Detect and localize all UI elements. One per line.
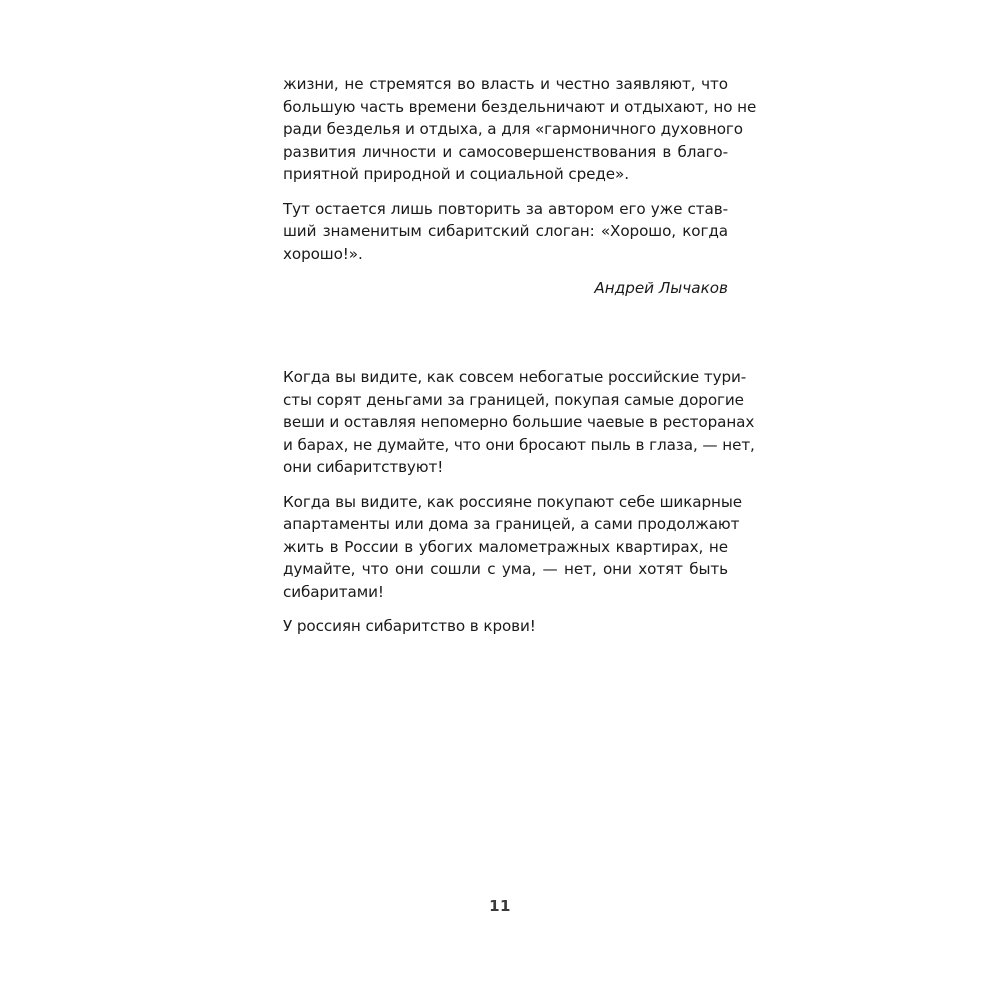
text-line: Тут остается лишь повторить за автором его уже став- — [283, 199, 728, 218]
paragraph — [283, 198, 728, 266]
text-line: приятной природной и социальной среде». — [283, 165, 629, 183]
text-line: хорошо!». — [283, 244, 363, 263]
text-line: сибаритами! — [283, 582, 384, 601]
text-line: Когда вы видите, как совсем небогатые российские тури- — [283, 368, 747, 386]
text-line: сты сорят деньгами за границей, покупая самые дорогие — [283, 390, 744, 409]
text-line: они сибаритствуют! — [283, 458, 444, 476]
paragraph — [283, 491, 742, 604]
text-line: думайте, что они сошли с ума, — нет, они хотят быть — [283, 560, 728, 578]
text-line: апартаменты или дома за границей, а сами продолжают — [283, 515, 740, 533]
text-line: веши и оставляя непомерно большие чаевые в ресторанах — [283, 413, 755, 431]
paragraph — [283, 73, 757, 186]
page-number: 11 — [489, 897, 511, 915]
text-line: и барах, не думайте, что они бросают пыль в глаза, — нет, — [283, 435, 755, 454]
text-line: У россиян сибаритство в крови! — [283, 617, 536, 635]
text-line: Когда вы видите, как россияне покупают себе шикарные — [283, 492, 742, 511]
paragraph — [283, 615, 728, 638]
text-line: ради безделья и отдыха, а для «гармоничного духовного — [283, 120, 743, 138]
bottom-text-section — [283, 366, 755, 650]
text-line: жизни, не стремятся во власть и честно заявляют, что — [283, 75, 728, 93]
author-signature: Андрей Лычаков — [594, 279, 728, 297]
text-line: ший знаменитым сибаритский слоган: «Хорошо, когда — [283, 222, 728, 240]
text-line: жить в России в убогих малометражных квартирах, не — [283, 537, 728, 556]
text-line: большую часть времени бездельничают и отдыхают, но не — [283, 97, 757, 116]
paragraph — [283, 366, 755, 479]
top-text-section — [283, 73, 757, 300]
text-line: развития личности и самосовершенствования в благо- — [283, 142, 728, 161]
